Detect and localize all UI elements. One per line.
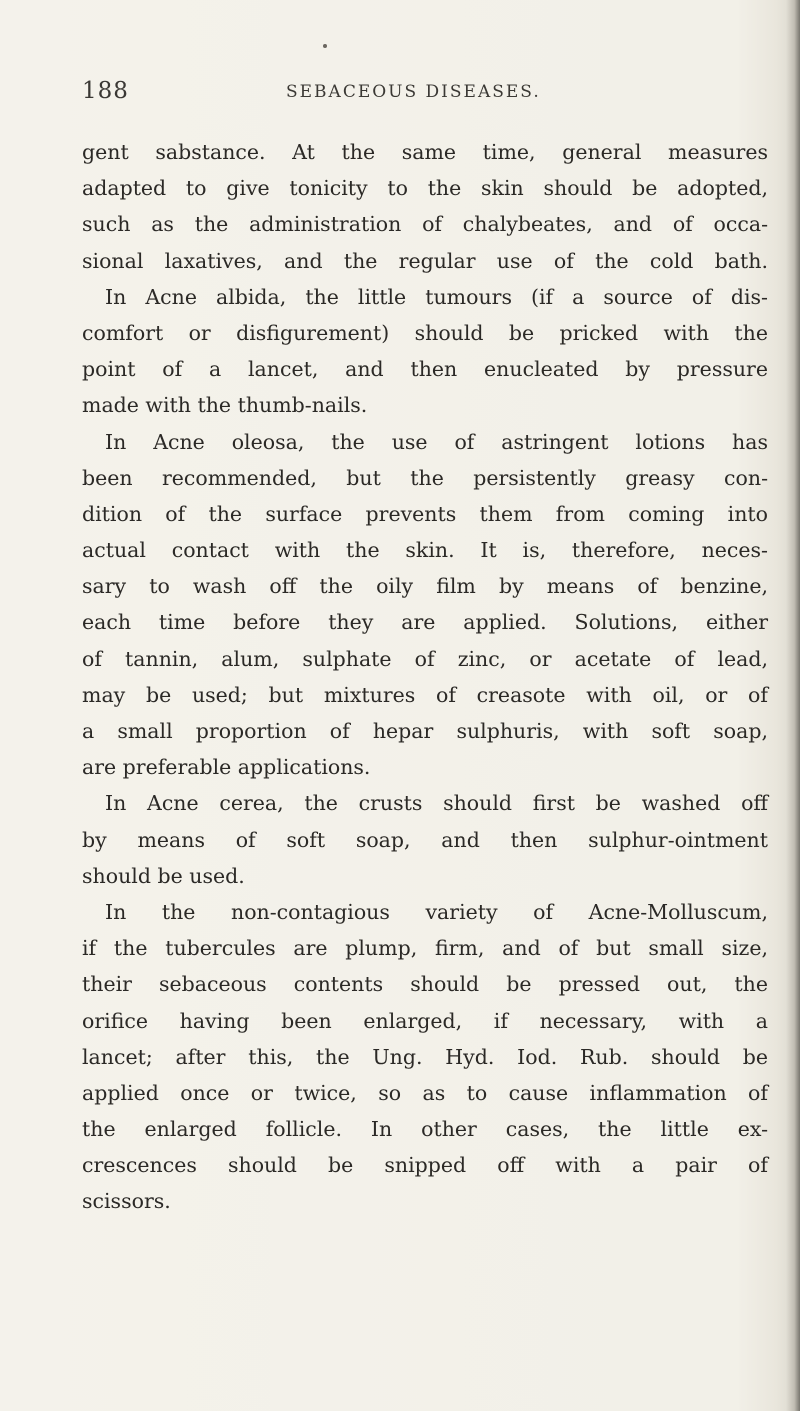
page-number: 188	[82, 78, 129, 104]
text-line: sary to wash off the oily film by means of benzine,	[82, 574, 768, 599]
text-line: may be used; but mixtures of creasote with oil, or of	[82, 682, 768, 707]
text-line: In Acne oleosa, the use of astringent lotions has	[105, 429, 768, 454]
body-text	[82, 134, 768, 1220]
text-line: scissors.	[82, 1189, 171, 1214]
text-line: of tannin, alum, sulphate of zinc, or acetate of lead,	[82, 646, 768, 671]
text-line: comfort or disfigurement) should be pricked with the	[82, 320, 768, 345]
text-line: the enlarged follicle. In other cases, the little ex-	[82, 1117, 768, 1142]
text-line: dition of the surface prevents them from coming into	[82, 501, 768, 526]
text-line: if the tubercules are plump, firm, and of but small size,	[82, 936, 768, 961]
text-line: In Acne cerea, the crusts should first be washed off	[105, 791, 768, 816]
text-line: applied once or twice, so as to cause inflammation of	[82, 1080, 768, 1105]
running-title: SEBACEOUS DISEASES.	[286, 82, 541, 102]
text-line: by means of soft soap, and then sulphur-ointment	[82, 827, 768, 852]
text-line: their sebaceous contents should be pressed out, the	[82, 972, 768, 997]
text-line: sional laxatives, and the regular use of the cold bath.	[82, 248, 768, 273]
text-line: been recommended, but the persistently greasy con-	[82, 465, 768, 490]
text-line: lancet; after this, the Ung. Hyd. Iod. Rub. should be	[82, 1044, 768, 1069]
text-line: In the non-contagious variety of Acne-Molluscum,	[105, 899, 768, 924]
text-line: orifice having been enlarged, if necessary, with a	[82, 1008, 768, 1033]
text-line: each time before they are applied. Solutions, either	[82, 610, 768, 635]
running-head	[82, 78, 722, 108]
text-line: actual contact with the skin. It is, therefore, neces-	[82, 538, 768, 563]
text-line: such as the administration of chalybeates, and of occa-	[82, 212, 768, 237]
text-line: are preferable applications.	[82, 755, 371, 780]
text-line: made with the thumb-nails.	[82, 393, 368, 418]
text-line: gent sabstance. At the same time, general measures	[82, 140, 768, 164]
text-line: a small proportion of hepar sulphuris, with soft soap,	[82, 719, 768, 743]
text-line: point of a lancet, and then enucleated by pressure	[82, 357, 768, 382]
ink-speck	[323, 44, 327, 48]
text-line: should be used.	[82, 863, 245, 888]
text-line: crescences should be snipped off with a pair of	[82, 1153, 768, 1178]
text-line: adapted to give tonicity to the skin should be adopted,	[82, 176, 768, 201]
page-edge-shadow	[786, 0, 800, 1411]
text-line: In Acne albida, the little tumours (if a source of dis-	[105, 284, 768, 309]
